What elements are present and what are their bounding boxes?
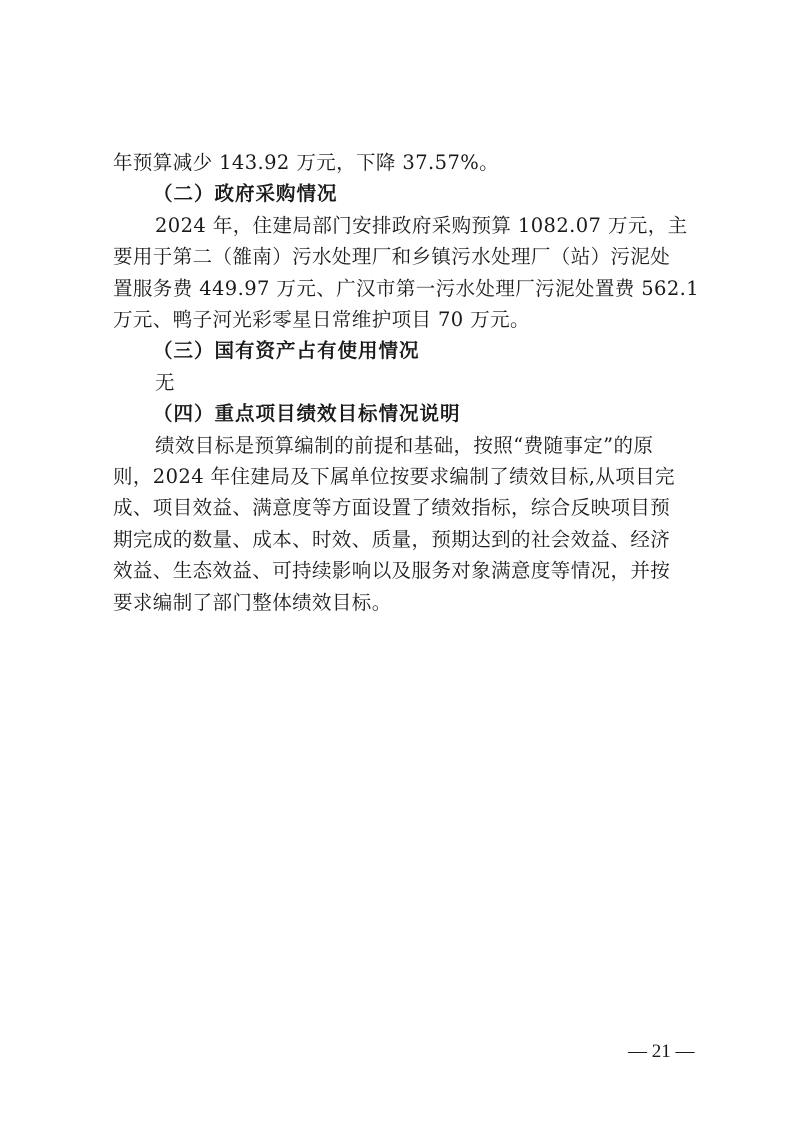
text-line: 万元、鸭子河光彩零星日常维护项目 70 万元。 (113, 308, 530, 332)
text-line: 置服务费 449.97 万元、广汉市第一污水处理厂污泥处置费 562.1 (113, 276, 700, 300)
text-line: 则，2024 年住建局及下属单位按要求编制了绩效目标,从项目完 (113, 465, 675, 489)
text-line: 年预算减少 143.92 万元，下降 37.57%。 (113, 151, 500, 174)
document-body (113, 147, 700, 618)
text-line: 效益、生态效益、可持续影响以及服务对象满意度等情况，并按 (113, 559, 671, 583)
section-heading-performance-goals: （四）重点项目绩效目标情况说明 (153, 402, 461, 426)
section-heading-state-assets: （三）国有资产占有使用情况 (153, 339, 420, 363)
page-number: — 21 — (628, 1041, 695, 1062)
text-line: 成、项目效益、满意度等方面设置了绩效指标，综合反映项目预 (113, 496, 671, 520)
section-heading-government-procurement: （二）政府采购情况 (153, 182, 338, 206)
text-line: 2024 年，住建局部门安排政府采购预算 1082.07 万元，主 (155, 213, 688, 237)
text-line: 绩效目标是预算编制的前提和基础，按照“费随事定”的原 (155, 433, 654, 457)
text-line: 期完成的数量、成本、时效、质量，预期达到的社会效益、经济 (113, 527, 671, 551)
text-line: 要求编制了部门整体绩效目标。 (113, 590, 392, 614)
text-line: 无 (155, 370, 175, 394)
text-line: 要用于第二（雒南）污水处理厂和乡镇污水处理厂（站）污泥处 (113, 245, 671, 269)
